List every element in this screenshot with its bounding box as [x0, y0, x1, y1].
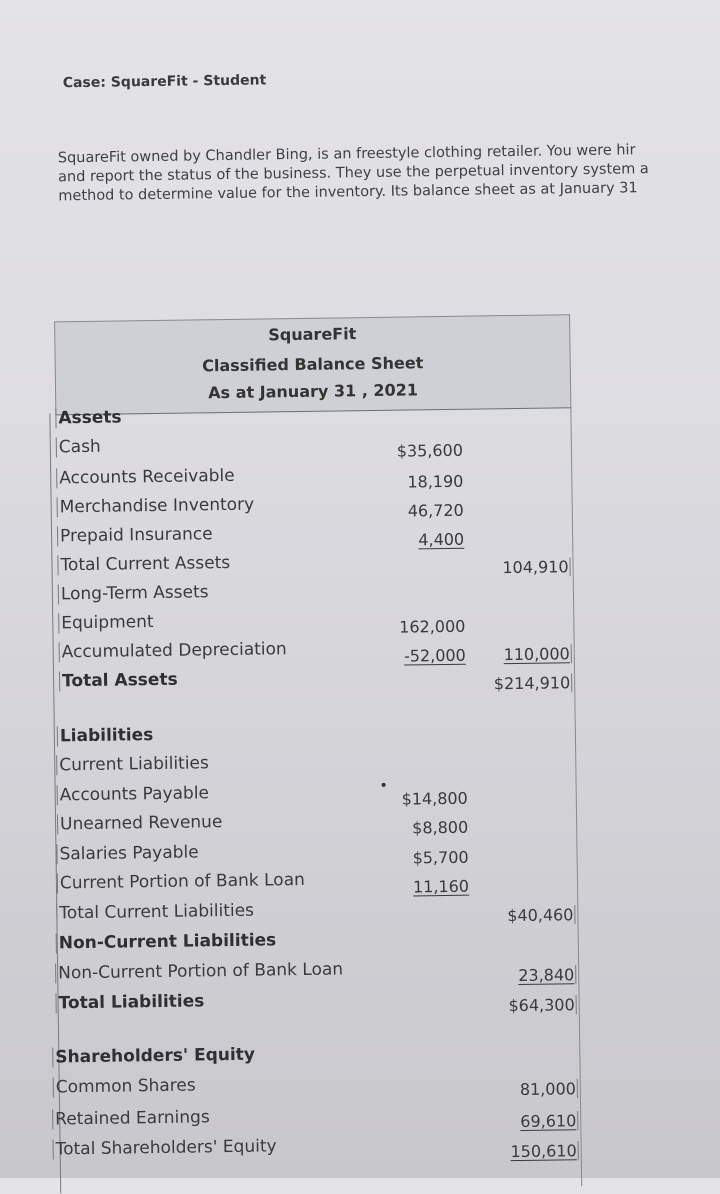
row-label: Liabilities [57, 725, 154, 746]
amount-column-2: 23,840 [518, 965, 575, 985]
row-label: Total Assets [59, 670, 178, 692]
row-label: Prepaid Insurance [57, 524, 213, 546]
row-label: Shareholders' Equity [52, 1045, 255, 1068]
stray-mark [382, 783, 386, 787]
table-row [57, 866, 577, 901]
table-row [58, 956, 578, 991]
balance-sheet-header [54, 314, 571, 415]
row-label: Total Liabilities [55, 991, 204, 1013]
amount-column-1: -52,000 [403, 645, 466, 666]
amount-column-2: 81,000 [519, 1079, 576, 1099]
amount-column-2: 150,610 [510, 1141, 577, 1162]
row-label: Equipment [58, 612, 154, 633]
table-row [55, 748, 575, 783]
amount-column-1: $35,600 [396, 440, 464, 461]
amount-column-2: 69,610 [520, 1111, 577, 1131]
row-label: Long-Term Assets [58, 582, 209, 604]
table-row [58, 926, 578, 961]
row-label: Total Current Liabilities [56, 901, 254, 924]
table-row [55, 1040, 579, 1075]
intro-paragraph [58, 140, 720, 206]
amount-column-1: 46,720 [407, 500, 464, 521]
amount-column-1: $14,800 [401, 788, 468, 809]
amount-column-2: 110,000 [503, 644, 570, 665]
row-label: Non-Current Liabilities [56, 930, 277, 953]
row-label: Non-Current Portion of Bank Loan [55, 959, 343, 983]
row-label: Total Shareholders' Equity [53, 1136, 277, 1159]
amount-column-2: $40,460 [507, 905, 574, 926]
table-row [58, 986, 578, 1021]
amount-column-1: 11,160 [412, 876, 470, 897]
intro-line: SquareFit owned by Chandler Bing, is an freestyle clothing retailer. You were hir [57, 142, 636, 167]
amount-column-1: 18,190 [407, 471, 464, 492]
sheet-date: As at January 31 , 2021 [208, 380, 419, 403]
amount-column-1: 4,400 [418, 529, 465, 550]
row-label: Retained Earnings [52, 1107, 210, 1129]
table-row [51, 430, 571, 465]
row-label: Accounts Payable [57, 783, 210, 805]
row-label: Common Shares [53, 1076, 196, 1098]
row-label: Salaries Payable [56, 842, 198, 864]
row-label: Current Liabilities [56, 753, 209, 775]
amount-column-1: 162,000 [399, 616, 466, 637]
case-title: Case: SquareFit - Student [62, 72, 267, 92]
balance-sheet-table [49, 406, 582, 1193]
row-label: Assets [55, 407, 121, 428]
intro-line: and report the status of the business. They use the perpetual inventory system a [57, 161, 649, 186]
sheet-title: Classified Balance Sheet [202, 353, 424, 376]
row-label: Current Portion of Bank Loan [57, 870, 305, 893]
table-row [54, 664, 574, 699]
amount-column-2: $64,300 [508, 995, 575, 1016]
company-name: SquareFit [268, 324, 357, 345]
row-label: Merchandise Inventory [57, 495, 255, 518]
intro-line: method to determine value for the inventory. Its balance sheet as at January 31 [58, 180, 638, 205]
amount-column-2: 104,910 [502, 557, 569, 578]
amount-column-2: $214,910 [493, 673, 571, 694]
table-row [55, 1070, 580, 1105]
table-row [56, 807, 576, 842]
row-label: Accounts Receivable [56, 466, 235, 488]
row-label: Accumulated Depreciation [59, 639, 287, 662]
amount-column-1: $5,700 [412, 847, 469, 868]
table-row [57, 896, 577, 931]
row-label: Total Current Assets [57, 553, 230, 575]
table-row [55, 1102, 580, 1137]
row-label: Unearned Revenue [57, 812, 223, 834]
table-row [55, 1132, 581, 1167]
amount-column-1: $8,800 [412, 817, 469, 838]
row-label: Cash [56, 437, 101, 458]
